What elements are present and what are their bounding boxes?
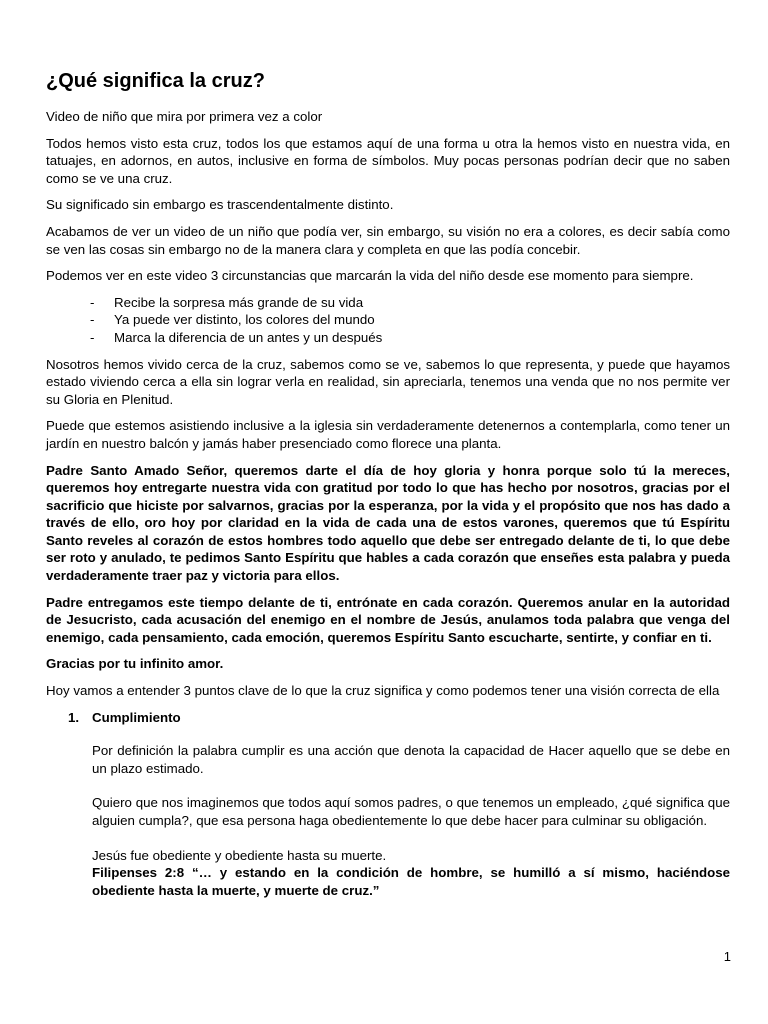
list-item: - Marca la diferencia de un antes y un después	[90, 329, 730, 347]
paragraph-iglesia: Puede que estemos asistiendo inclusive a la iglesia sin verdaderamente detenernos a contemplarla, como tener un jardín en nuestro balcón y jamás haber presenciado como florece una planta.	[46, 418, 730, 451]
prayer-paragraph: Padre Santo Amado Señor, queremos darte el día de hoy gloria y honra porque solo tú la mereces, queremos hoy entregarte nuestra vida con gratitud por todo lo que has hecho por nosotros, gracias por el sacrificio que hiciste por salvarnos, gracias por la esperanza, por la vida y el propósito que nos has dado a través de ello, oro hoy por claridad en la vida de cada una de estos varones, queremos que tú Espíritu Santo reveles al corazón de estos hombres todo aquello que debe ser entregado delante de ti, lo que debe ser roto y anulado, te pedimos Santo Espíritu que hables a cada corazón que enseñes esta palabra y pueda verdaderamente traer paz y victoria para ellos.	[46, 462, 730, 584]
prayer-closing: Gracias por tu infinito amor.	[46, 656, 224, 672]
list-item: - Recibe la sorpresa más grande de su vida	[90, 294, 730, 312]
section-number: 1.	[68, 709, 80, 725]
bullet-list	[46, 294, 730, 347]
paragraph-cruz: Todos hemos visto esta cruz, todos los que estamos aquí de una forma u otra la hemos visto en nuestra vida, en tatuajes, en adornos, en autos, inclusive en forma de símbolos. Muy pocas personas podrían decir que no saben como se ve una cruz.	[46, 135, 730, 186]
document-page	[46, 66, 730, 916]
paragraph-definicion: Por definición la palabra cumplir es una acción que denota la capacidad de Hacer aquello que se debe en un plazo estimado.	[92, 743, 730, 776]
paragraph-video: Video de niño que mira por primera vez a color	[46, 109, 323, 124]
paragraph-obediente: Jesús fue obediente y obediente hasta su muerte.	[92, 847, 387, 863]
paragraph-nino: Acabamos de ver un video de un niño que podía ver, sin embargo, su visión no era a colores, es decir sabía como se ven las cosas sin embargo no de la manera clara y completa en que las podía concebir.	[46, 223, 730, 257]
document-title: ¿Qué significa la cruz?	[46, 70, 265, 92]
list-item: - Ya puede ver distinto, los colores del mundo	[90, 311, 730, 329]
section-heading-text: Cumplimiento	[92, 709, 181, 725]
paragraph-vivido: Nosotros hemos vivido cerca de la cruz, sabemos como se ve, sabemos lo que representa, y puede que hayamos estado viviendo cerca a ella sin lograr verla en realidad, sin apreciarla, tenemos una venda que no nos permite ver su Gloria en Plenitud.	[46, 356, 730, 407]
paragraph-circunstancias: Podemos ver en este video 3 circunstancias que marcarán la vida del niño desde ese momento para siempre.	[46, 268, 694, 284]
section-heading	[46, 709, 730, 727]
prayer-paragraph: Padre entregamos este tiempo delante de ti, entrónate en cada corazón. Queremos anular en la autoridad de Jesucristo, cada acusación del enemigo en el nombre de Jesús, anulamos toda palabra que venga del enemigo, cada pensamiento, cada emoción, queremos Espíritu Santo escucharte, sentirte, y confiar en ti.	[46, 594, 730, 645]
paragraph-significado: Su significado sin embargo es trascendentalmente distinto.	[46, 197, 394, 213]
page-number: 1	[723, 949, 731, 964]
paragraph-padres: Quiero que nos imaginemos que todos aquí somos padres, o que tenemos un empleado, ¿qué significa que alguien cumpla?, que esa persona haga obedientemente lo que debe hacer para culminar su obligación.	[92, 795, 730, 828]
paragraph-puntos: Hoy vamos a entender 3 puntos clave de lo que la cruz significa y como podemos tener una visión correcta de ella	[46, 683, 720, 699]
verse-filipenses: Filipenses 2:8 “… y estando en la condición de hombre, se humilló a sí mismo, haciéndose obediente hasta la muerte, y muerte de cruz.”	[92, 865, 730, 898]
section-cumplimiento	[46, 709, 730, 900]
section-body	[46, 742, 730, 899]
